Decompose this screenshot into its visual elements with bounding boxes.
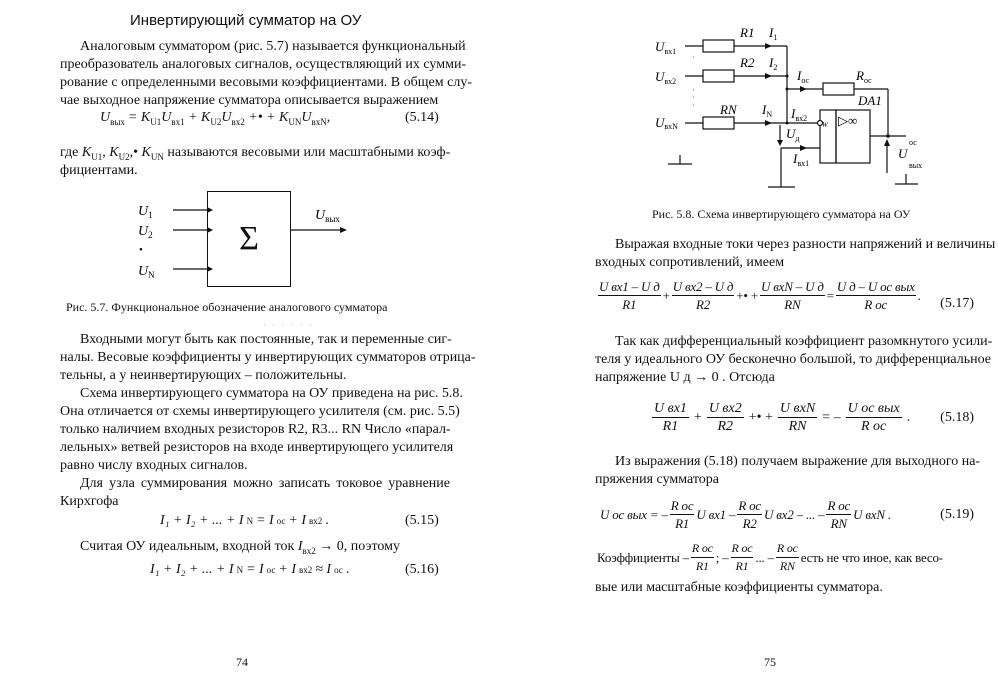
- label-uvx1: $U_{вх1}$: [655, 39, 677, 56]
- text-line: напряжение U д → 0 . Отсюда: [595, 370, 775, 385]
- svg-text:·: ·: [692, 86, 695, 95]
- text-line: Кирхгофа: [60, 494, 119, 509]
- equation-5-16: I₁ + I₂ + ... + I N = I ос + I вх2 ≈ I ос .: [150, 562, 350, 577]
- text-line: лельных» ветвей резисторов на входе инвертирующего усилителя: [60, 440, 454, 455]
- text-line: Так как дифференциальный коэффициент разомкнутого усили-: [615, 334, 993, 349]
- label-uvxn: UвхN: [655, 115, 678, 131]
- text-line: Входными могут быть как постоянные, так и переменные сиг-: [80, 332, 452, 347]
- label-uout-superscript: ос: [909, 138, 917, 147]
- inverting-summator-circuit: [640, 20, 960, 200]
- label-r2: R2: [740, 55, 755, 70]
- svg-text:·: ·: [692, 101, 695, 110]
- output-label: $U_{вых}$: [315, 208, 340, 224]
- label-ivx1: $I_{вх1}$: [793, 151, 810, 168]
- figure-caption: Рис. 5.8. Схема инвертирующего сумматора на ОУ: [652, 207, 911, 221]
- bleed-through: · · · · · ·: [263, 320, 315, 330]
- text-line: Схема инвертирующего сумматора на ОУ приведена на рис. 5.8.: [80, 386, 463, 401]
- label-w: W: [822, 121, 828, 129]
- text-line: где $K_{U1}$, $K_{U2},•$ $K_{UN}$ называются весовыми или масштабными коэф-: [60, 145, 451, 162]
- sigma-block: Σ: [207, 191, 291, 287]
- opamp-symbol: ▷∞: [838, 113, 858, 128]
- label-ioc: $I_{ос}$: [797, 68, 810, 85]
- text-line: тельны, а у неинвертирующих – положительны.: [60, 368, 347, 383]
- label-uout-subscript: вых: [909, 161, 923, 170]
- input-label-u1: $U_1$: [138, 204, 153, 220]
- dot: •: [139, 244, 143, 256]
- text-line: Для узла суммирования можно записать токовое уравнение: [80, 476, 450, 491]
- equation-number: (5.19): [940, 507, 974, 522]
- label-i2: $I_2$: [769, 55, 778, 72]
- equation-number: (5.14): [405, 110, 439, 125]
- text-line: Считая ОУ идеальным, входной ток $I_{вх2} \to 0$, поэтому: [80, 539, 400, 556]
- text-line: чае выходное напряжение сумматора описывается выражением: [60, 93, 439, 108]
- label-ud: $U_д$: [786, 126, 800, 143]
- equation-5-18: $\frac{\text{U вх1}}{R1}$ + $\frac{\text{U вх2}}{R2}$ +• + $\frac{\text{U вхN}}{RN}$ = – $\frac{\text{U ос вых}}{\text{R ос}}$ .: [654, 401, 911, 434]
- label-r1: R1: [740, 25, 755, 40]
- equation-number: (5.18): [940, 410, 974, 425]
- label-da1: DA1: [858, 93, 882, 108]
- label-uout: U: [898, 146, 908, 161]
- section-title: Инвертирующий сумматор на ОУ: [130, 12, 362, 29]
- label-i1: $I_1$: [769, 25, 778, 42]
- text-line: теля у идеального ОУ бесконечно большой, то дифференциальное: [595, 352, 991, 367]
- label-in: $I_N$: [762, 102, 773, 119]
- text-line: фициентами.: [60, 163, 138, 178]
- equation-number: (5.15): [405, 513, 439, 528]
- text-line: пряжения сумматора: [595, 472, 720, 487]
- text-line: преобразователь аналоговых сигналов, осуществляющий их сумми-: [60, 57, 467, 72]
- label-uvx2: $U_{вх2}$: [655, 69, 677, 86]
- equation-5-17: $\frac{\text{U вх1 – U д}}{R1}$ + $\frac{\text{U вх2 – U д}}{R2}$ +• + $\frac{\text{U вхN – U д}}{RN}$ = $\frac{\text{U д – U ос вых}}{\text{R ос}}$ .: [599, 279, 921, 312]
- text-line: Выражая входные токи через разности напряжений и величины: [615, 237, 996, 252]
- equation-5-19: U ос вых = – $\frac{\text{R ос}}{R1}$ U вх1 – $\frac{\text{R ос}}{R2}$ U вх2 – ... – $\frac{\text{R ос}}{RN}$ U вхN .: [600, 498, 891, 531]
- label-roc: $R_{ос}$: [856, 68, 872, 85]
- equation-number: (5.17): [940, 296, 974, 311]
- equation-5-14: $U_{вых}$ = $K_{U1}U_{вх1} + K_{U2}U_{вх2}$ +• + $K_{UN}U_{вхN}$,: [100, 110, 331, 127]
- input-label-un: $U_N$: [138, 264, 155, 280]
- text-line: вые или масштабные коэффициенты сумматора.: [595, 580, 883, 595]
- label-ivx2: $I_{вх2}$: [791, 106, 808, 123]
- equation-5-15: I₁ + I₂ + ... + I N = I ос + I вх2 .: [160, 513, 329, 528]
- svg-text:·: ·: [692, 93, 695, 102]
- text-line: Аналоговым сумматором (рис. 5.7) называется функциональный: [80, 39, 466, 54]
- svg-text:·: ·: [692, 53, 695, 62]
- page-number: 75: [764, 655, 776, 669]
- text-line: Из выражения (5.18) получаем выражение для выходного на-: [615, 454, 981, 469]
- figure-caption: Рис. 5.7. Функциональное обозначение аналогового сумматора: [66, 300, 388, 314]
- text-line: налы. Весовые коэффициенты у инвертирующих сумматоров отрица-: [60, 350, 476, 365]
- label-rn: RN: [720, 102, 737, 117]
- text-line: рование с определенными весовыми коэффициентами. В общем слу-: [60, 75, 472, 90]
- text-line: Она отличается от схемы инвертирующего усилителя (см. рис. 5.5): [60, 404, 460, 419]
- input-label-u2: $U_2$: [138, 224, 153, 240]
- text-line: только наличием входных резисторов R2, R3... RN Число «парал-: [60, 422, 451, 437]
- text-line: входных сопротивлений, имеем: [595, 255, 785, 270]
- page-number: 74: [236, 655, 248, 669]
- text-line-coefficients: Коэффициенты – $\frac{\text{R ос}}{R1}$ ; – $\frac{\text{R ос}}{R1}$ ... – $\frac{\text{R ос}}{RN}$ есть не что иное, как весо-: [597, 541, 943, 573]
- equation-number: (5.16): [405, 562, 439, 577]
- text-line: равно числу входных сигналов.: [60, 458, 248, 473]
